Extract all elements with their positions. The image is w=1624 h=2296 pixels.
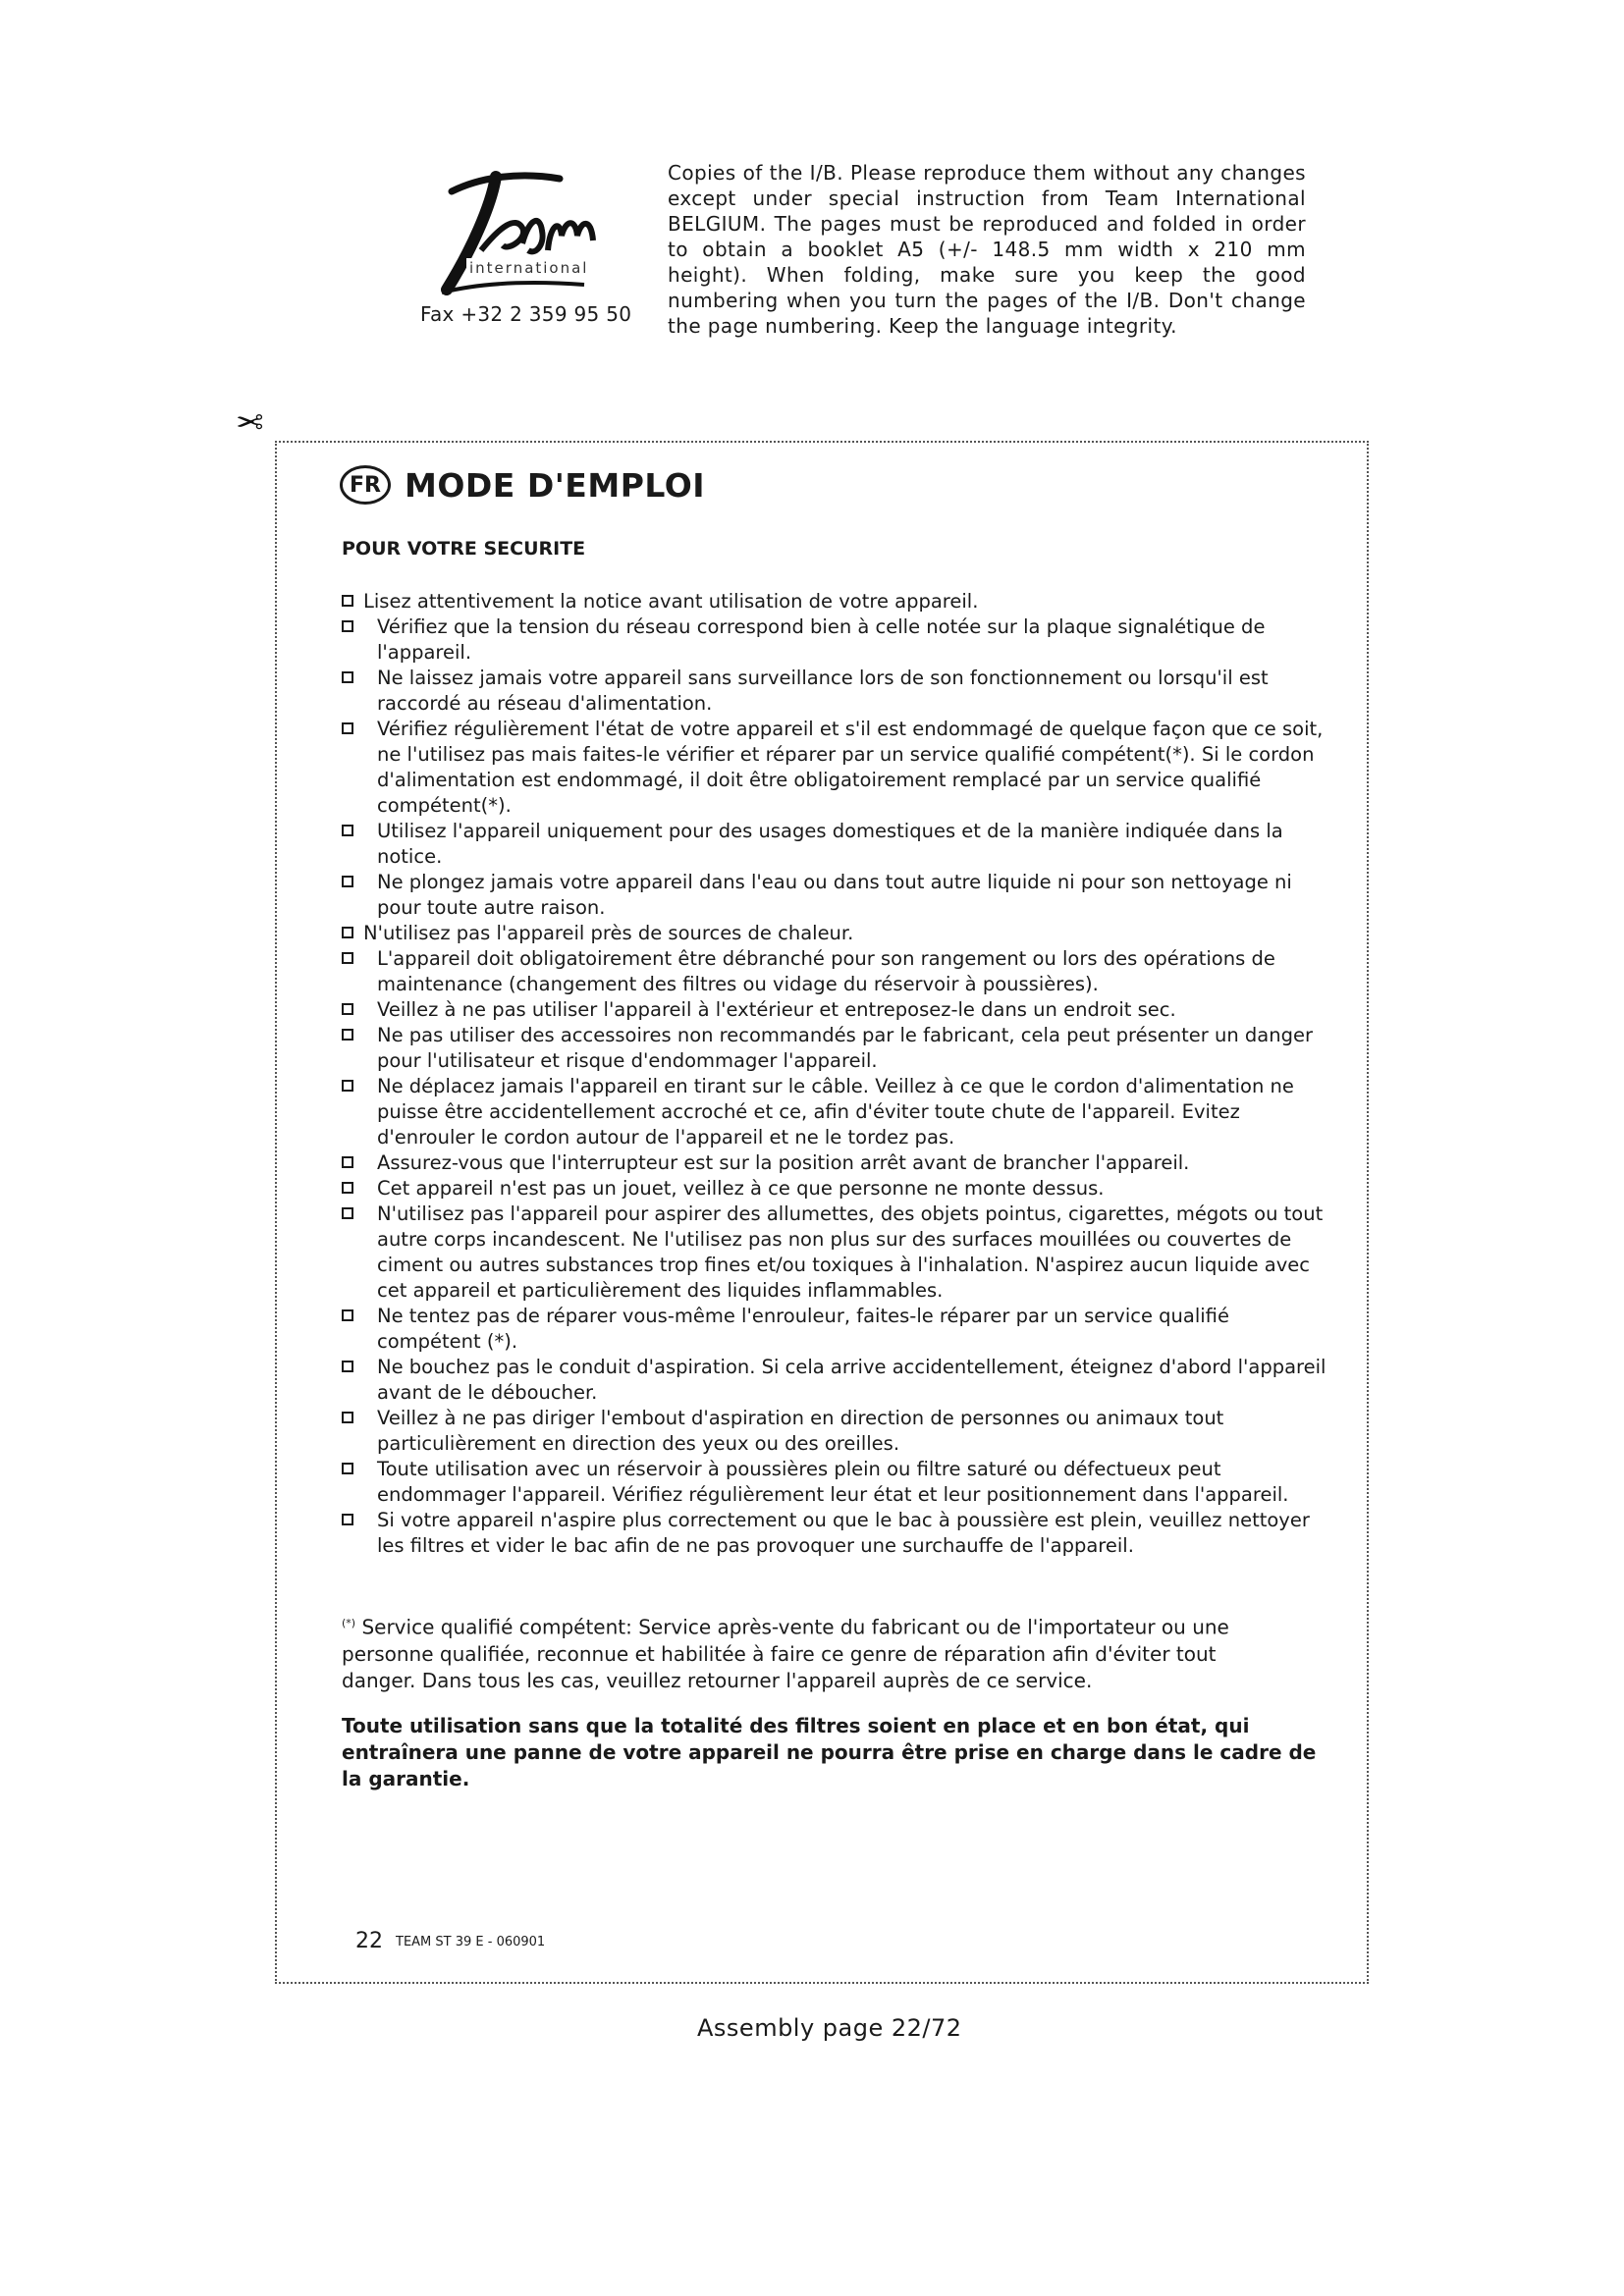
checkbox-icon	[342, 876, 353, 887]
list-item-text: L'appareil doit obligatoirement être débranché pour son rangement ou lors des opérations de maintenance (changement des filtres ou vidage du réservoir à poussières).	[377, 947, 1275, 995]
list-item-text: Ne laissez jamais votre appareil sans surveillance lors de son fonctionnement ou lorsqu'il est raccordé au réseau d'alimentation.	[377, 667, 1269, 715]
list-item-text: Lisez attentivement la notice avant utilisation de votre appareil.	[363, 590, 979, 613]
list-item	[342, 1457, 1333, 1508]
checkbox-icon	[342, 927, 353, 938]
checkbox-icon	[342, 1514, 353, 1525]
checkbox-icon	[342, 1156, 353, 1168]
list-item	[342, 921, 1333, 946]
list-item	[342, 819, 1333, 870]
list-item-text: Ne bouchez pas le conduit d'aspiration. Si cela arrive accidentellement, éteignez d'abord l'appareil avant de le déboucher.	[377, 1356, 1326, 1404]
warranty-warning: Toute utilisation sans que la totalité des filtres soient en place et en bon état, qui entraînera une panne de votre appareil ne pourra être prise en charge dans le cadre de la garantie.	[342, 1714, 1317, 1790]
svg-text:international: international	[469, 259, 589, 277]
checkbox-icon	[342, 1412, 353, 1423]
list-item	[342, 589, 1333, 614]
list-item-text: Ne pas utiliser des accessoires non recommandés par le fabricant, cela peut présenter un danger pour l'utilisateur et risque d'endommager l'appareil.	[377, 1024, 1313, 1072]
list-item-text: Si votre appareil n'aspire plus correctement ou que le bac à poussière est plein, veuillez nettoyer les filtres et vider le bac afin de ne pas provoquer une surchauffe de l'appareil.	[377, 1509, 1310, 1557]
checkbox-icon	[342, 1029, 353, 1041]
safety-list	[342, 589, 1333, 1559]
list-item	[342, 717, 1333, 819]
list-item	[342, 870, 1333, 921]
document-reference: TEAM ST 39 E - 060901	[396, 1935, 546, 1949]
list-item	[342, 614, 1333, 666]
note-mark: (*)	[342, 1617, 356, 1629]
language-badge: FR	[340, 465, 391, 505]
list-item-text: Ne déplacez jamais l'appareil en tirant sur le câble. Veillez à ce que le cordon d'alimentation ne puisse être accidentellement accroché et ce, afin d'éviter toute chute de l'appareil. Evitez d'enrouler le cordon autour de l'appareil et ne le tordez pas.	[377, 1075, 1294, 1148]
fax-number: Fax +32 2 359 95 50	[420, 302, 632, 326]
list-item	[342, 946, 1333, 997]
list-item	[342, 1201, 1333, 1304]
list-item-text: N'utilisez pas l'appareil près de sources de chaleur.	[363, 922, 854, 944]
checkbox-icon	[342, 1463, 353, 1474]
checkbox-icon	[342, 1182, 353, 1194]
list-item-text: Utilisez l'appareil uniquement pour des usages domestiques et de la manière indiquée dans la notice.	[377, 820, 1283, 868]
list-item-text: N'utilisez pas l'appareil pour aspirer des allumettes, des objets pointus, cigarettes, mégots ou tout autre corps incandescent. Ne l'utilisez pas non plus sur des surfaces mouillées ou couvertes de ciment ou autres substances trop fines et/ou toxiques à l'inhalation. N'aspirez aucun liquide avec cet appareil et particulièrement des liquides inflammables.	[377, 1202, 1324, 1302]
checkbox-icon	[342, 595, 353, 607]
page-number: 22	[355, 1929, 383, 1953]
list-item	[342, 1023, 1333, 1074]
checkbox-icon	[342, 1207, 353, 1219]
checkbox-icon	[342, 1309, 353, 1321]
list-item	[342, 1508, 1333, 1559]
scissors-icon: ✂	[236, 403, 264, 443]
service-note	[342, 1610, 1265, 1694]
list-item-text: Vérifiez régulièrement l'état de votre appareil et s'il est endommagé de quelque façon que ce soit, ne l'utilisez pas mais faites-le vérifier et réparer par un service qualifié compétent(*). Si le cordon d'alimentation est endommagé, il doit être obligatoirement remplacé par un service qualifié compétent(*).	[377, 718, 1324, 817]
section-title	[340, 465, 705, 505]
page-title: MODE D'EMPLOI	[405, 465, 706, 505]
list-item	[342, 1176, 1333, 1201]
reproduction-instructions: Copies of the I/B. Please reproduce them without any changes except under special instruction from Team International BELGIUM. The pages must be reproduced and folded in order to obtain a booklet A5 (+/- 148.5 mm width x 210 mm height). When folding, make sure you keep the good numbering when you turn the pages of the I/B. Don't change the page numbering. Keep the language integrity.	[668, 161, 1306, 338]
checkbox-icon	[342, 671, 353, 683]
checkbox-icon	[342, 620, 353, 632]
assembly-page-label: Assembly page 22/72	[697, 2014, 962, 2042]
checkbox-icon	[342, 1080, 353, 1092]
list-item	[342, 666, 1333, 717]
safety-heading: POUR VOTRE SECURITE	[342, 538, 586, 560]
list-item-text: Assurez-vous que l'interrupteur est sur la position arrêt avant de brancher l'appareil.	[377, 1151, 1190, 1174]
list-item-text: Toute utilisation avec un réservoir à poussières plein ou filtre saturé ou défectueux peut endommager l'appareil. Vérifiez régulièrement leur état et leur positionnement dans l'appareil.	[377, 1458, 1289, 1506]
list-item-text: Vérifiez que la tension du réseau correspond bien à celle notée sur la plaque signalétique de l'appareil.	[377, 615, 1266, 664]
list-item	[342, 1074, 1333, 1150]
checkbox-icon	[342, 825, 353, 836]
checkbox-icon	[342, 722, 353, 734]
list-item-text: Ne tentez pas de réparer vous-même l'enrouleur, faites-le réparer par un service qualifié compétent (*).	[377, 1305, 1229, 1353]
list-item	[342, 1150, 1333, 1176]
checkbox-icon	[342, 952, 353, 964]
team-logo	[412, 157, 628, 304]
list-item-text: Ne plongez jamais votre appareil dans l'eau ou dans tout autre liquide ni pour son nettoyage ni pour toute autre raison.	[377, 871, 1292, 919]
list-item	[342, 1304, 1333, 1355]
list-item	[342, 1355, 1333, 1406]
team-logo-graphic	[412, 157, 628, 304]
list-item	[342, 1406, 1333, 1457]
note-text: Service qualifié compétent: Service après-vente du fabricant ou de l'importateur ou une personne qualifiée, reconnue et habilitée à faire ce genre de réparation afin d'éviter tout danger. Dans tous les cas, veuillez retourner l'appareil auprès de ce service.	[342, 1615, 1229, 1692]
checkbox-icon	[342, 1361, 353, 1372]
list-item-text: Veillez à ne pas diriger l'embout d'aspiration en direction de personnes ou animaux tout particulièrement en direction des yeux ou des oreilles.	[377, 1407, 1224, 1455]
list-item-text: Cet appareil n'est pas un jouet, veillez à ce que personne ne monte dessus.	[377, 1177, 1105, 1200]
list-item	[342, 997, 1333, 1023]
checkbox-icon	[342, 1003, 353, 1015]
list-item-text: Veillez à ne pas utiliser l'appareil à l'extérieur et entreposez-le dans un endroit sec.	[377, 998, 1176, 1021]
